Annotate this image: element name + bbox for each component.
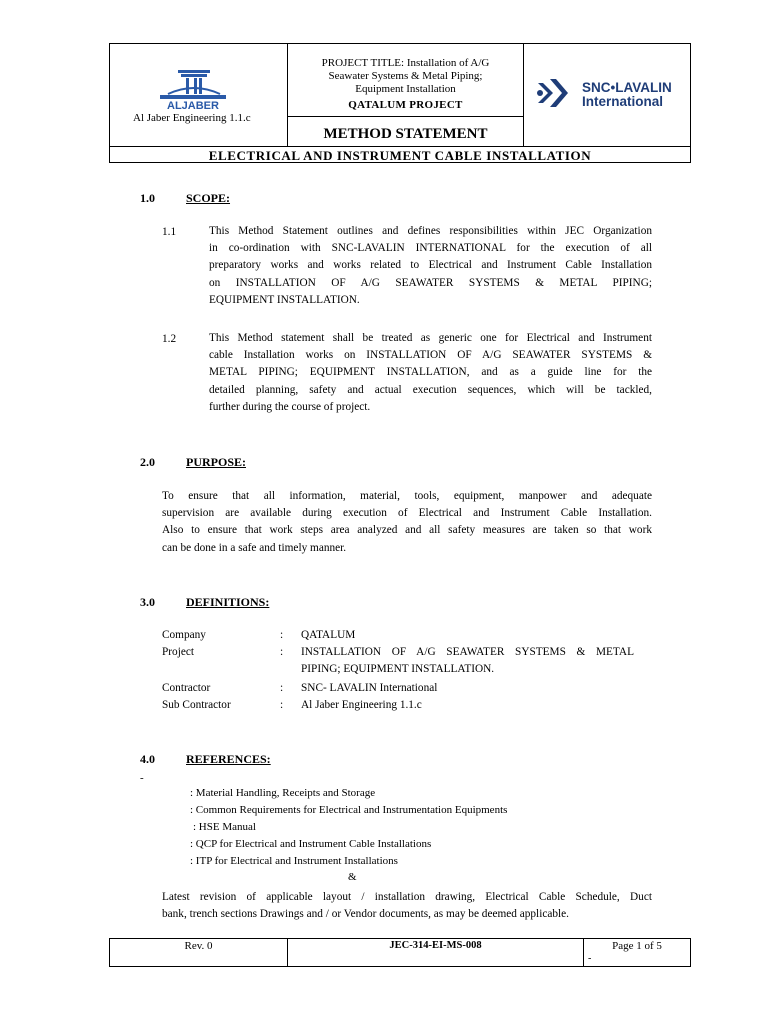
reference-item: : Common Requirements for Electrical and Instrumentation Equipments xyxy=(190,804,508,816)
text-line: preparatory works and works related to Electrical and Instrument Cable Installation xyxy=(209,259,652,272)
definition-term: Project xyxy=(162,646,194,658)
definition-separator: : xyxy=(280,682,284,694)
item-number: 1.1 xyxy=(162,226,177,238)
definition-term: Sub Contractor xyxy=(162,699,231,711)
footer-page-dash: - xyxy=(588,953,592,964)
text-line: on INSTALLATION OF A/G SEAWATER SYSTEMS & METAL PIPING; xyxy=(209,276,652,289)
definition-term: Company xyxy=(162,629,206,641)
project-title xyxy=(288,57,523,96)
references-dash: - xyxy=(140,772,144,784)
doc-type: METHOD STATEMENT xyxy=(323,126,488,142)
text-line: To ensure that all information, material, tools, equipment, manpower and adequate xyxy=(162,490,652,502)
footer-page-number: Page 1 of 5 xyxy=(612,940,662,952)
snc-lavalin-emblem-icon xyxy=(532,75,576,111)
item-number: 1.2 xyxy=(162,333,177,345)
text-line: METAL PIPING; EQUIPMENT INSTALLATION, and as a guide line for the xyxy=(209,366,652,379)
definition-value-continued: PIPING; EQUIPMENT INSTALLATION. xyxy=(301,663,495,675)
text-line: EQUIPMENT INSTALLATION. xyxy=(209,293,360,306)
header-divider-bottom xyxy=(109,146,691,147)
text-line: in co-ordination with SNC-LAVALIN INTERNATIONAL for the execution of all xyxy=(209,242,652,255)
text-line: Latest revision of applicable layout / installation drawing, Electrical Cable Schedule, Duct xyxy=(162,891,652,903)
project-title-line: PROJECT TITLE: Installation of A/G xyxy=(321,57,490,69)
section-number: 3.0 xyxy=(140,595,155,609)
project-name: QATALUM PROJECT xyxy=(348,99,463,111)
reference-item: : QCP for Electrical and Instrument Cable Installations xyxy=(190,838,432,850)
section-number: 4.0 xyxy=(140,752,155,766)
definition-value: QATALUM xyxy=(301,629,356,641)
text-line: further during the course of project. xyxy=(209,400,371,413)
section-title: REFERENCES: xyxy=(186,752,271,766)
svg-text:ALJABER: ALJABER xyxy=(167,100,219,112)
company-name: Al Jaber Engineering 1.1.c xyxy=(133,112,251,124)
scope-item-2-text xyxy=(209,330,652,416)
project-title-line: Seawater Systems & Metal Piping; xyxy=(328,70,483,82)
text-line: bank, trench sections Drawings and / or Vendor documents, as may be deemed applicable. xyxy=(162,908,569,921)
references-ampersand: & xyxy=(348,871,357,883)
text-line: can be done in a safe and timely manner. xyxy=(162,541,347,554)
text-line: cable Installation works on INSTALLATION OF A/G SEAWATER SYSTEMS & xyxy=(209,349,652,362)
reference-item: : HSE Manual xyxy=(193,821,256,833)
definition-value: Al Jaber Engineering 1.1.c xyxy=(301,699,422,711)
footer-doc-number: JEC-314-EI-MS-008 xyxy=(389,940,482,951)
text-line: This Method statement shall be treated as generic one for Electrical and Instrument xyxy=(209,332,652,344)
definition-separator: : xyxy=(280,646,284,658)
client-logo-name: SNC•LAVALIN xyxy=(582,80,672,95)
definition-separator: : xyxy=(280,629,284,641)
aljaber-emblem-icon xyxy=(150,64,235,114)
header-divider-mid xyxy=(287,116,524,117)
project-title-line: Equipment Installation xyxy=(355,83,456,95)
scope-item-1-text xyxy=(209,223,652,309)
doc-subject: ELECTRICAL AND INSTRUMENT CABLE INSTALLATION xyxy=(208,148,592,163)
definition-value: SNC- LAVALIN International xyxy=(301,682,438,694)
client-logo-subtitle: International xyxy=(582,94,664,109)
section-number: 2.0 xyxy=(140,455,155,469)
definition-term: Contractor xyxy=(162,682,211,694)
text-line: Also to ensure that work steps area analyzed and all safety measures are taken so that work xyxy=(162,524,652,537)
definition-value: INSTALLATION OF A/G SEAWATER SYSTEMS & METAL xyxy=(301,646,634,658)
text-line: detailed planning, safety and actual execution sequences, which will be tackled, xyxy=(209,383,652,396)
reference-item: : Material Handling, Receipts and Storage xyxy=(190,787,376,799)
section-number: 1.0 xyxy=(140,191,155,205)
header-divider-right xyxy=(523,43,524,146)
text-line: This Method Statement outlines and defines responsibilities within JEC Organization xyxy=(209,225,652,237)
section-title: SCOPE: xyxy=(186,191,231,205)
definition-separator: : xyxy=(280,699,284,711)
reference-item: : ITP for Electrical and Instrument Installations xyxy=(190,855,398,867)
client-logo xyxy=(532,75,687,115)
footer-revision: Rev. 0 xyxy=(184,940,213,952)
purpose-text xyxy=(162,488,652,557)
section-title: DEFINITIONS: xyxy=(186,595,270,609)
section-title: PURPOSE: xyxy=(186,455,246,469)
references-closing-text xyxy=(162,889,652,923)
text-line: supervision are available during execution of Electrical and Instrument Cable Installation. xyxy=(162,507,652,520)
company-logo xyxy=(150,64,235,114)
